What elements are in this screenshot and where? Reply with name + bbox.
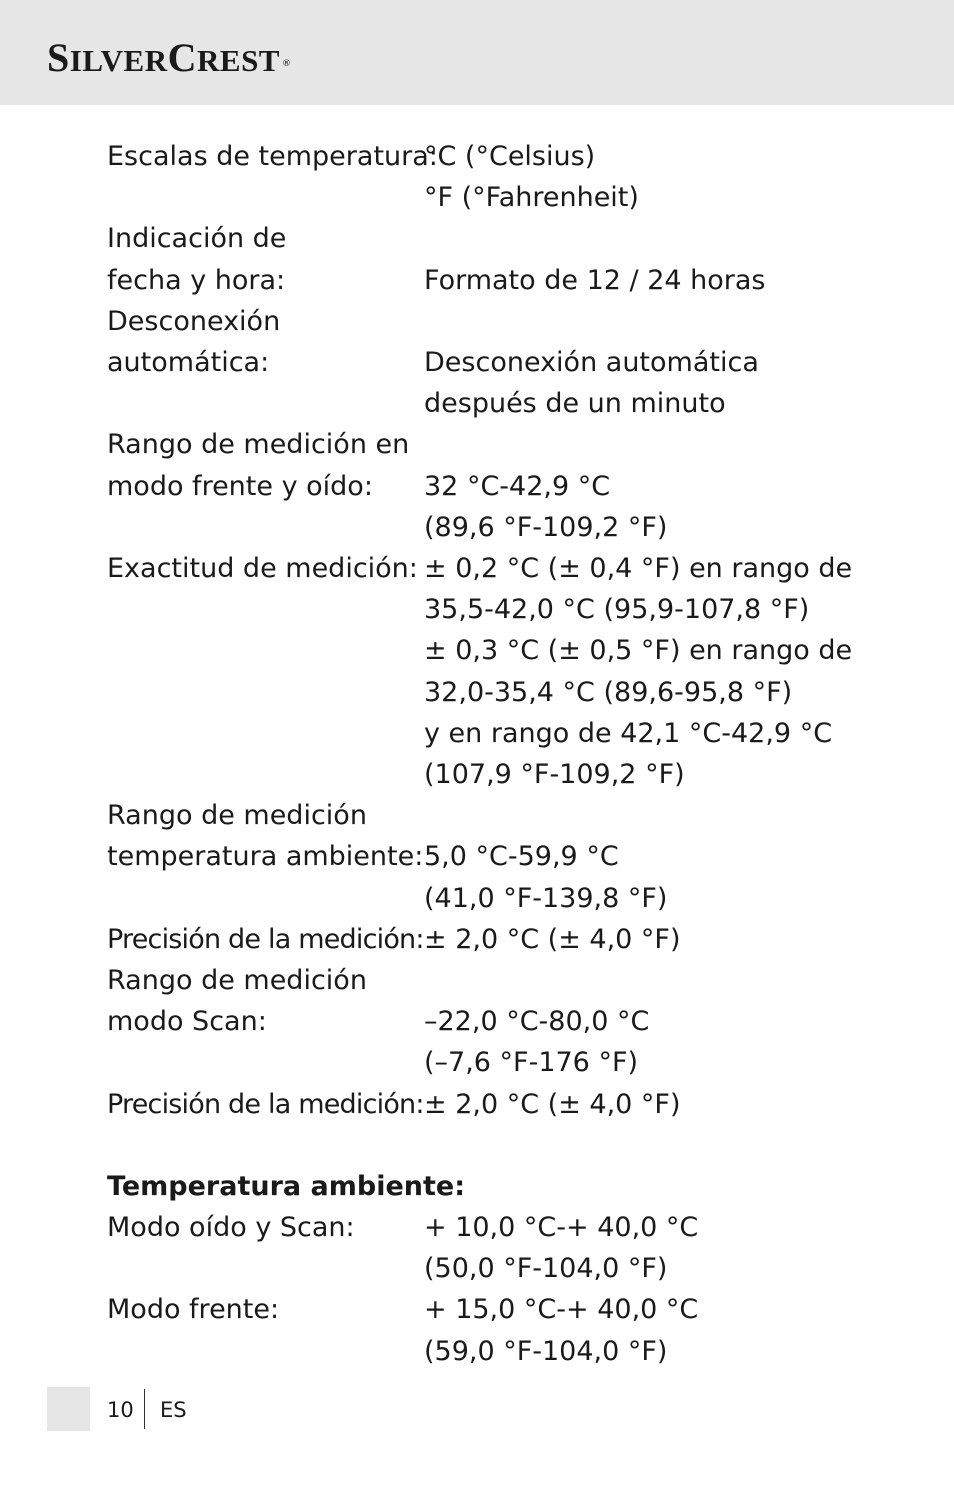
spec-rango-scan bbox=[107, 960, 907, 1001]
spec-exactitud-cont bbox=[107, 672, 907, 713]
spec-label: fecha y hora: bbox=[107, 264, 286, 296]
ambient-oido-scan bbox=[107, 1207, 907, 1248]
spec-label: Rango de medición bbox=[107, 965, 367, 997]
spec-rango-ambiente-cont2 bbox=[107, 878, 907, 919]
spec-rango-frente bbox=[107, 424, 907, 465]
spec-list bbox=[107, 136, 907, 1372]
ambient-oido-scan-cont bbox=[107, 1248, 907, 1289]
spec-value: –22,0 °C-80,0 °C bbox=[424, 1006, 650, 1038]
spec-exactitud bbox=[107, 548, 907, 589]
spec-label-empty bbox=[107, 177, 424, 218]
section-heading: Temperatura ambiente: bbox=[107, 1170, 466, 1202]
spec-value: (41,0 °F-139,8 °F) bbox=[424, 882, 668, 914]
spec-desconexion-cont2 bbox=[107, 383, 907, 424]
spec-value: + 15,0 °C-+ 40,0 °C bbox=[424, 1294, 699, 1326]
spec-value: ± 2,0 °C (± 4,0 °F) bbox=[424, 923, 681, 955]
spec-precision-1 bbox=[107, 919, 907, 960]
spec-label-empty bbox=[107, 713, 424, 754]
spec-label-empty bbox=[107, 1331, 424, 1372]
spec-escalas bbox=[107, 136, 907, 177]
spec-value: + 10,0 °C-+ 40,0 °C bbox=[424, 1212, 699, 1244]
spec-rango-scan-cont bbox=[107, 1001, 907, 1042]
spec-label: Precisión de la medición: bbox=[107, 1088, 424, 1120]
spec-exactitud-cont bbox=[107, 713, 907, 754]
spec-label-empty bbox=[107, 878, 424, 919]
language-code: ES bbox=[160, 1398, 187, 1422]
brand-logo: SILVERCREST ® bbox=[47, 35, 292, 80]
spec-value: ± 2,0 °C (± 4,0 °F) bbox=[424, 1088, 681, 1120]
spec-value: 5,0 °C-59,9 °C bbox=[424, 841, 619, 873]
spec-value: y en rango de 42,1 °C-42,9 °C bbox=[424, 717, 833, 749]
spec-precision-2 bbox=[107, 1084, 907, 1125]
spec-label: modo Scan: bbox=[107, 1006, 267, 1038]
spec-value: (59,0 °F-104,0 °F) bbox=[424, 1335, 668, 1367]
spec-label: Modo oído y Scan: bbox=[107, 1212, 355, 1244]
spec-value: (–7,6 °F-176 °F) bbox=[424, 1047, 639, 1079]
spec-exactitud-cont bbox=[107, 754, 907, 795]
spec-value: °F (°Fahrenheit) bbox=[424, 182, 639, 214]
spec-label: automática: bbox=[107, 347, 270, 379]
spec-label: Modo frente: bbox=[107, 1294, 280, 1326]
spec-label: Indicación de bbox=[107, 223, 287, 255]
spec-rango-frente-cont bbox=[107, 466, 907, 507]
page-number: 10 bbox=[107, 1398, 134, 1422]
spec-label-empty bbox=[107, 672, 424, 713]
ambient-heading-row bbox=[107, 1166, 907, 1207]
spec-exactitud-cont bbox=[107, 630, 907, 671]
spec-value: 32,0-35,4 °C (89,6-95,8 °F) bbox=[424, 676, 793, 708]
spec-label-empty bbox=[107, 1042, 424, 1083]
header-band bbox=[0, 0, 954, 105]
spec-desconexion bbox=[107, 301, 907, 342]
spec-value: Desconexión automática bbox=[424, 347, 759, 379]
spec-desconexion-cont bbox=[107, 342, 907, 383]
spec-value: (89,6 °F-109,2 °F) bbox=[424, 511, 668, 543]
spec-exactitud-cont bbox=[107, 589, 907, 630]
spec-value: después de un minuto bbox=[424, 388, 726, 420]
spec-value: (107,9 °F-109,2 °F) bbox=[424, 759, 685, 791]
footer-tab bbox=[47, 1387, 90, 1431]
spec-label: Precisión de la medición: bbox=[107, 923, 424, 955]
ambient-frente-cont bbox=[107, 1331, 907, 1372]
spec-rango-ambiente-cont bbox=[107, 836, 907, 877]
spec-rango-scan-cont2 bbox=[107, 1042, 907, 1083]
spec-label-empty bbox=[107, 1248, 424, 1289]
spec-label-empty bbox=[107, 754, 424, 795]
spec-label-empty bbox=[107, 630, 424, 671]
spec-value: (50,0 °F-104,0 °F) bbox=[424, 1253, 668, 1285]
spec-value: ± 0,3 °C (± 0,5 °F) en rango de bbox=[424, 635, 853, 667]
spec-label-empty bbox=[107, 589, 424, 630]
spec-rango-frente-cont2 bbox=[107, 507, 907, 548]
spec-label: temperatura ambiente: bbox=[107, 841, 424, 873]
section-gap bbox=[107, 1125, 907, 1166]
spec-value: 35,5-42,0 °C (95,9-107,8 °F) bbox=[424, 594, 810, 626]
spec-value: °C (°Celsius) bbox=[424, 141, 596, 172]
spec-label: Exactitud de medición: bbox=[107, 553, 418, 585]
spec-fecha bbox=[107, 218, 907, 259]
spec-escalas-cont bbox=[107, 177, 907, 218]
spec-rango-ambiente bbox=[107, 795, 907, 836]
spec-label: Escalas de temperatura: bbox=[107, 141, 438, 172]
spec-value: 32 °C-42,9 °C bbox=[424, 470, 611, 502]
spec-label-empty bbox=[107, 507, 424, 548]
ambient-frente bbox=[107, 1289, 907, 1330]
spec-label: Rango de medición en bbox=[107, 429, 410, 461]
spec-label: Rango de medición bbox=[107, 800, 367, 832]
spec-value: Formato de 12 / 24 horas bbox=[424, 264, 766, 296]
spec-fecha-cont bbox=[107, 260, 907, 301]
footer-divider bbox=[144, 1389, 145, 1429]
spec-label: modo frente y oído: bbox=[107, 470, 373, 502]
spec-label-empty bbox=[107, 383, 424, 424]
spec-label: Desconexión bbox=[107, 305, 281, 337]
spec-value: ± 0,2 °C (± 0,4 °F) en rango de bbox=[424, 553, 853, 585]
